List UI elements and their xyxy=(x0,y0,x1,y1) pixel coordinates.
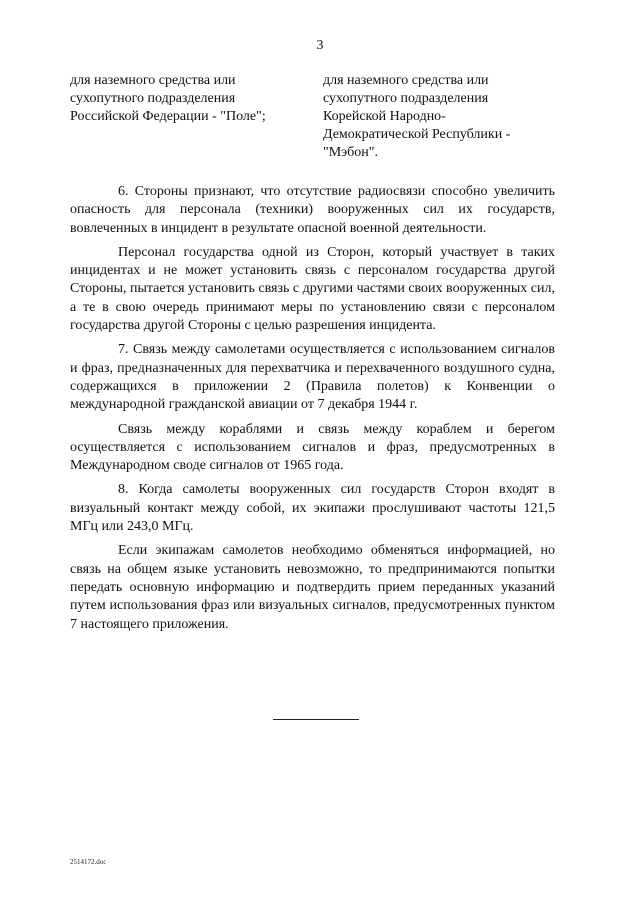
paragraph-7: 7. Связь между самолетами осуществляется с использованием сигналов и фраз, предназначенных для перехватчика и перехваченного воздушного судна, содержащихся в приложении 2 (Правила полетов) к Конвенции о международной гражданской авиации от 7 декабря 1944 г. xyxy=(70,342,555,413)
header-left-line: для наземного средства или xyxy=(70,73,236,88)
paragraph-ships: Связь между кораблями и связь между кораблем и берегом осуществляется с использованием сигналов и фраз, предусмотренных в Международном своде сигналов от 1965 года. xyxy=(70,421,555,474)
header-left-line: Российской Федерации - "Поле"; xyxy=(70,109,266,124)
paragraph-8: 8. Когда самолеты вооруженных сил государств Сторон входят в визуальный контакт между собой, их экипажи прослушивают частоты 121,5 МГц или 243,0 МГц. xyxy=(70,482,555,535)
header-right-line: Демократической Республики - xyxy=(323,127,511,142)
footer-doc-code: 2514172.doc xyxy=(70,858,107,866)
paragraph-6: 6. Стороны признают, что отсутствие радиосвязи способно увеличить опасность для персонала (техники) вооруженных сил их государств, вовлеченных в инцидент в результате опасной военной деятельности. xyxy=(70,184,555,236)
paragraph-personnel: Персонал государства одной из Сторон, который участвует в таких инцидентах и не может установить связь с персоналом государства другой Стороны, пытается установить связь с другими частями своих вооруженных сил, а те в свою очередь принимают меры по установлению связи с персоналом государства другой Стороны с целью разрешения инцидента. xyxy=(70,244,555,334)
end-divider xyxy=(273,719,359,720)
header-right-line: "Мэбон". xyxy=(323,145,379,160)
header-right-line: Корейской Народно- xyxy=(323,109,446,124)
header-right-line: для наземного средства или xyxy=(323,73,489,88)
header-left-line: сухопутного подразделения xyxy=(70,91,236,106)
paragraph-crews: Если экипажам самолетов необходимо обменяться информацией, но связь на общем языке установить невозможно, то предпринимаются попытки передать основную информацию и подтвердить прием переданных указаний путем использования фраз или визуальных сигналов, предусмотренных пунктом 7 настоящего приложения. xyxy=(70,543,555,632)
header-right-column xyxy=(323,72,563,162)
header-right-line: сухопутного подразделения xyxy=(323,91,489,106)
body-text xyxy=(70,183,555,640)
page-number: 3 xyxy=(316,38,324,53)
header-left-column xyxy=(70,72,310,126)
